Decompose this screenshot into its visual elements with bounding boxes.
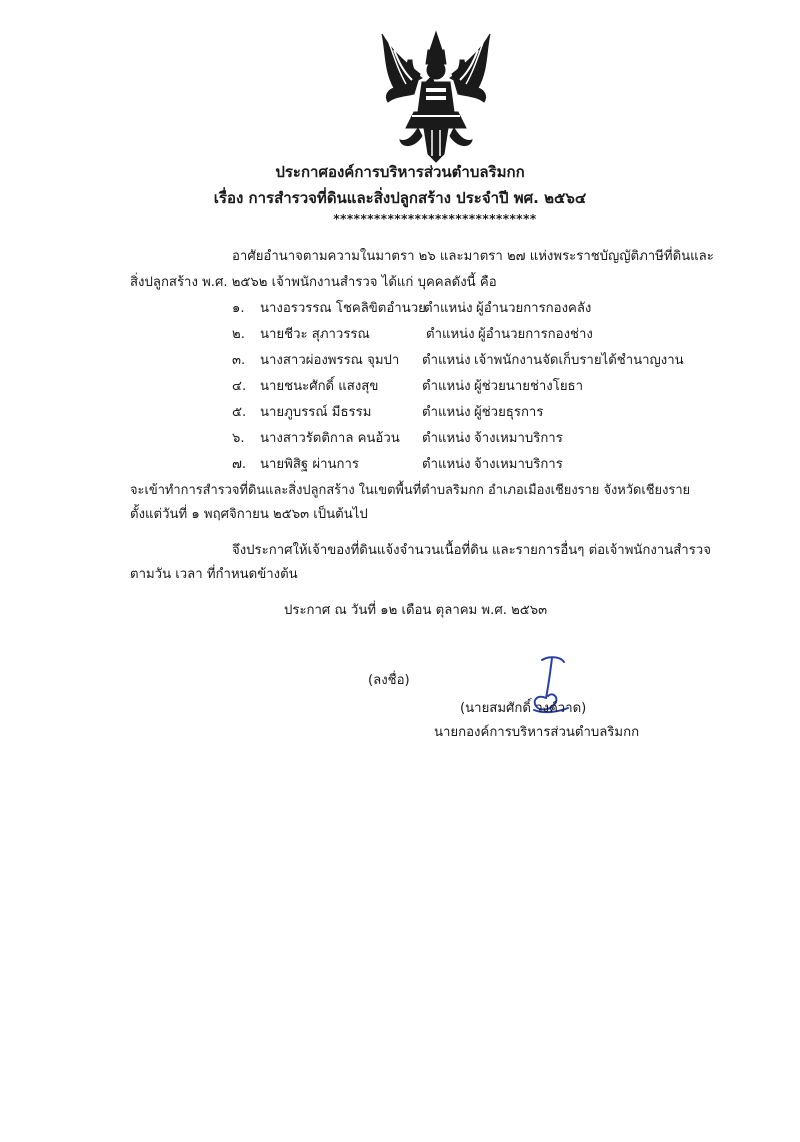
announcement-title: ประกาศองค์การบริหารส่วนตำบลริมกก: [275, 163, 525, 181]
staff-number: ๓.: [232, 353, 246, 368]
signer-name: (นายสมศักดิ์ วงค์วาด): [460, 701, 587, 716]
signer-position: นายกองค์การบริหารส่วนตำบลริมกก: [434, 725, 640, 740]
staff-number: ๑.: [232, 301, 245, 316]
survey-area-line: จะเข้าทำการสำรวจที่ดินและสิ่งปลูกสร้าง ในเขตพื้นที่ตำบลริมกก อำเภอเมืองเชียงราย จังหวัดเชียงราย: [130, 483, 691, 498]
title-divider: ******************************: [333, 212, 537, 226]
staff-row-2: [232, 323, 593, 344]
subject-line: เรื่อง การสำรวจที่ดินและสิ่งปลูกสร้าง ประจำปี พศ. ๒๕๖๔: [213, 189, 587, 207]
staff-name: นายพิสิฐ ผ่านการ: [260, 457, 359, 472]
position-label: ตำแหน่ง: [422, 353, 471, 368]
staff-position: เจ้าพนักงานจัดเก็บรายได้ชำนาญงาน: [474, 353, 684, 368]
staff-position: จ้างเหมาบริการ: [474, 431, 563, 446]
garuda-emblem-icon: [372, 30, 500, 164]
staff-name: นางสาวรัตติกาล คนอ้วน: [260, 431, 400, 446]
staff-name: นายชีวะ สุภาวรรณ: [260, 327, 370, 342]
position-label: ตำแหน่ง: [424, 301, 473, 316]
staff-number: ๖.: [232, 431, 245, 446]
position-label: ตำแหน่ง: [426, 327, 475, 342]
staff-position: ผู้ช่วยนายช่างโยธา: [474, 379, 584, 394]
staff-name: นายชนะศักดิ์ แสงสุข: [260, 379, 379, 394]
staff-number: ๒.: [232, 327, 245, 342]
staff-name: นางสาวผ่องพรรณ จุมปา: [260, 353, 400, 368]
position-label: ตำแหน่ง: [422, 379, 471, 394]
announcement-date: ประกาศ ณ วันที่ ๑๒ เดือน ตุลาคม พ.ศ. ๒๕๖๓: [284, 603, 548, 618]
staff-row-6: [232, 427, 563, 448]
staff-name: นายภูบรรณ์ มีธรรม: [260, 405, 372, 420]
staff-number: ๔.: [232, 379, 247, 394]
notice-line-2: ตามวัน เวลา ที่กำหนดข้างต้น: [130, 567, 298, 582]
position-label: ตำแหน่ง: [422, 457, 471, 472]
staff-position: ผู้ช่วยธุรการ: [474, 405, 544, 420]
staff-row-7: [232, 453, 563, 474]
staff-number: ๗.: [232, 457, 247, 472]
staff-row-5: [232, 401, 543, 422]
survey-start-line: ตั้งแต่วันที่ ๑ พฤศจิกายน ๒๕๖๓ เป็นต้นไป: [130, 507, 368, 522]
intro-line-1: อาศัยอำนาจตามความในมาตรา ๒๖ และมาตรา ๒๗ แห่งพระราชบัญญัติภาษีที่ดินและ: [232, 249, 714, 264]
sign-label: (ลงชื่อ): [368, 673, 410, 688]
notice-line-1: จึงประกาศให้เจ้าของที่ดินแจ้งจำนวนเนื้อที่ดิน และรายการอื่นๆ ต่อเจ้าพนักงานสำรวจ: [232, 543, 711, 558]
staff-row-3: [232, 349, 684, 370]
staff-position: ผู้อำนวยการกองคลัง: [476, 301, 592, 316]
position-label: ตำแหน่ง: [422, 431, 471, 446]
intro-line-2: สิ่งปลูกสร้าง พ.ศ. ๒๕๖๒ เจ้าพนักงานสำรวจ ได้แก่ บุคคลดังนี้ คือ: [130, 275, 497, 290]
staff-row-1: [232, 297, 591, 318]
position-label: ตำแหน่ง: [422, 405, 471, 420]
staff-row-4: [232, 375, 583, 396]
staff-number: ๕.: [232, 405, 247, 420]
staff-position: จ้างเหมาบริการ: [474, 457, 563, 472]
staff-name: นางอรวรรณ โชคลิขิตอำนวย: [260, 301, 426, 316]
staff-position: ผู้อำนวยการกองช่าง: [478, 327, 593, 342]
